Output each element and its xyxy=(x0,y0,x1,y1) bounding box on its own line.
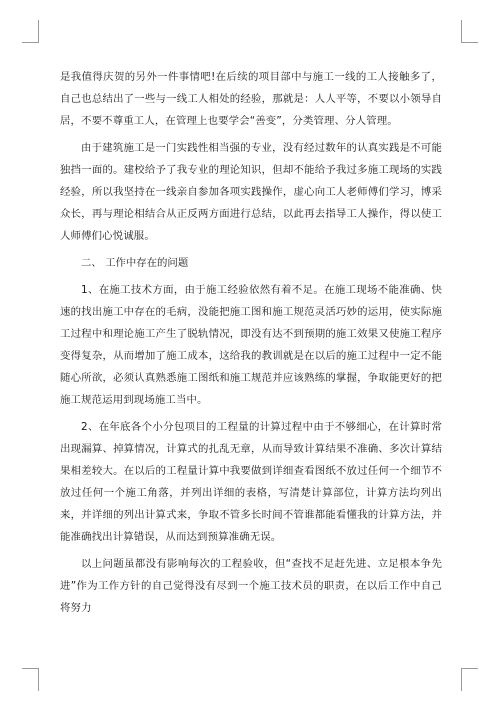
paragraph-practice-experience: 由于建筑施工是一门实践性相当强的专业，没有经过数年的认真实践是不可能独挡一面的。建校给予了我专业的理论知识，但却不能给予我过多施工现场的实践经验，所以我坚持在一线亲自参加各项实践操作，虚心向工人老师傅们学习，博采众长，再与理论相结合从正反两方面进行总结，以此再去指导工人操作，得以使工人师傅们心悦诚服。 xyxy=(60,142,442,242)
crop-mark-bottom-left xyxy=(22,668,39,691)
crop-mark-top-right xyxy=(461,20,478,43)
document-body xyxy=(60,66,442,624)
paragraph-conclusion: 以上问题虽都没有影响每次的工程验收，但“查找不足赶先进、立足根本争先进”作为工作方针的自己觉得没有尽到一个施工技术员的职责，在以后工作中自己将努力 xyxy=(60,558,442,614)
section-heading-problems: 二、 工作中存在的问题 xyxy=(81,257,189,269)
paragraph-problem-2: 2、在年底各个小分包项目的工程量的计算过程中由于不够细心，在计算时常出现漏算、掉算情况，计算式的扎乱无章，从而导致计算结果不准确、多次计算结果相差较大。在以后的工程量计算中我要做到详细查看图纸不放过任何一个细节不放过任何一个施工角落，并列出详细的表格，写清楚计算部位，计算方法均列出来，并详细的列出计算式来，争取不管多长时间不管谁都能看懂我的计算方法，并能准确找出计算错误，从而达到预算准确无误。 xyxy=(60,421,442,543)
paragraph-continuation: 是我值得庆贺的另外一件事情吧!在后续的项目部中与施工一线的工人接触多了，自己也总结出了一些与一线工人相处的经验，那就是：人人平等，不要以小领导自居，不要不尊重工人，在管理上也要学会“善变”，分类管理、分人管理。 xyxy=(60,71,442,127)
crop-mark-top-left xyxy=(22,20,39,43)
paragraph-problem-1: 1、在施工技术方面，由于施工经验依然有着不足。在施工现场不能准确、快速的找出施工中存在的毛病，没能把施工图和施工规范灵活巧妙的运用，使实际施工过程中和理论施工产生了脱轨情况，即没有达不到预期的施工效果又使施工程序变得复杂，从而增加了施工成本，这给我的教训就是在以后的施工过程中一定不能随心所欲，必须认真熟悉施工图纸和施工规范并应该熟练的掌握，争取能更好的把施工规范运用到现场施工当中。 xyxy=(60,284,442,406)
crop-mark-bottom-right xyxy=(461,668,478,691)
